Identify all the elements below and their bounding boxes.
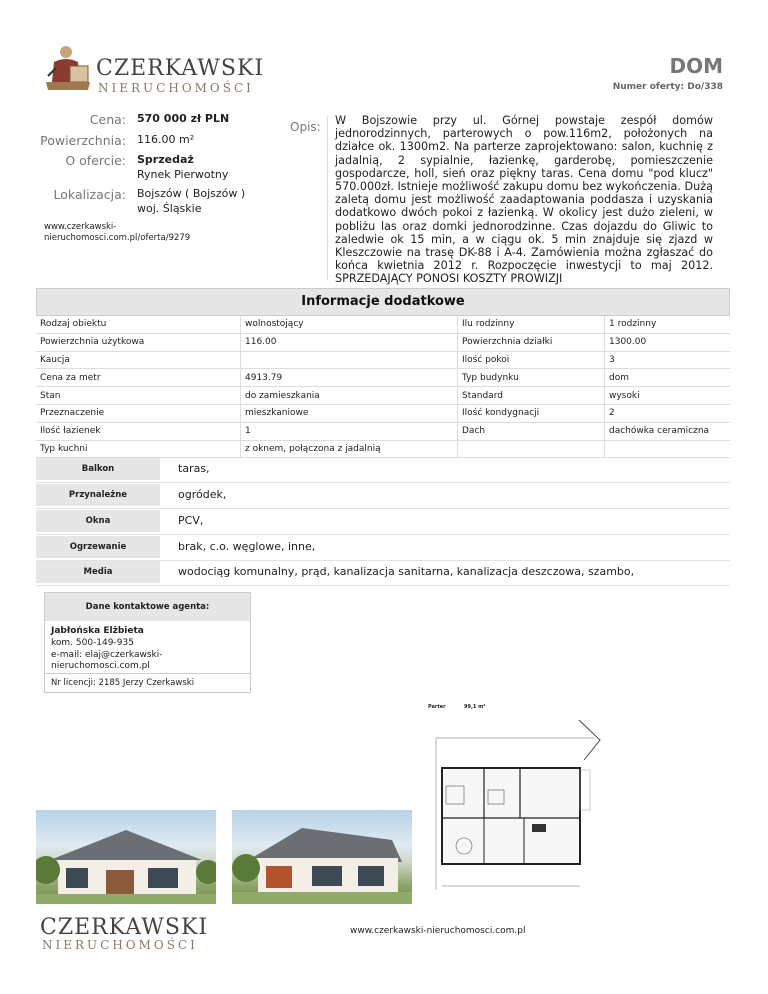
feature-value: PCV, xyxy=(178,514,204,527)
document-type: DOM xyxy=(669,54,723,78)
agent-license: Nr licencji: 2185 Jerzy Czerkawski xyxy=(51,678,195,688)
brand-subtitle: NIERUCHOMOŚCI xyxy=(98,81,254,95)
offer-label: O ofercie: xyxy=(65,153,126,168)
feature-value: ogródek, xyxy=(178,488,227,501)
details-value: mieszkaniowe xyxy=(241,404,458,422)
details-label: Ilość łazienek xyxy=(36,422,241,440)
feature-separator xyxy=(36,482,730,483)
description-divider xyxy=(327,116,328,280)
location-label: Lokalizacja: xyxy=(53,187,126,202)
details-value: 116.00 xyxy=(241,333,458,351)
details-value: dom xyxy=(605,369,731,387)
details-label: Powierzchnia użytkowa xyxy=(36,333,241,351)
feature-label: Okna xyxy=(36,510,160,532)
details-row xyxy=(36,387,730,405)
offer-value: Sprzedaż xyxy=(137,153,194,166)
footer-brand-subtitle: NIERUCHOMOŚCI xyxy=(42,938,198,952)
details-value xyxy=(605,440,731,458)
location-region: woj. Śląskie xyxy=(137,202,202,215)
details-value: z oknem, połączona z jadalnią xyxy=(241,440,458,458)
details-label xyxy=(458,440,605,458)
feature-label: Balkon xyxy=(36,458,160,480)
offer-url[interactable] xyxy=(44,222,190,244)
offer-market: Rynek Pierwotny xyxy=(137,168,229,181)
offer-number: Numer oferty: Do/338 xyxy=(612,82,723,92)
details-label: Powierzchnia działki xyxy=(458,333,605,351)
description-text: W Bojszowie przy ul. Górnej powstaje zespół domów jednorodzinnych, parterowych o pow.116m2, położonych na działce ok. 1300m2. Na parterze zaprojektowano: salon, kuchnię z jadalnią, 2 sypialnie, łazienkę, garderobę, pomieszczenie gospodarcze, holl, sień oraz piękny taras. Cena domu "pod klucz" 570.000zł. Istnieje możliwość zakupu domu bez wykończenia. Dużą zaletą domu jest możliwość zaadaptowania poddasza i uzyskania dodatkowo dwóch pokoi z łazienką. W okolicy jest dużo zieleni, w pobliżu las oraz domki jednorodzinne. Czas dojazdu do Gliwic to zaledwie ok 15 min, a w ciągu ok. 5 min znajduje się zjazd w Kleszczowie na trasę DK-88 i A-4. Zamówienia można zgłaszać do końca kwietnia 2012 r. Rozpoczęcie inwestycji to maj 2012. SPRZEDAJĄCY PONOSI KOSZTY PROWIZJI xyxy=(335,114,713,286)
feature-value: wodociąg komunalny, prąd, kanalizacja sanitarna, kanalizacja deszczowa, szambo, xyxy=(178,565,635,578)
price-value: 570 000 zł PLN xyxy=(137,112,230,125)
feature-label: Przynależne xyxy=(36,484,160,506)
details-value: dachówka ceramiczna xyxy=(605,422,731,440)
details-label: Cena za metr xyxy=(36,369,241,387)
offer-url-line2: nieruchomosci.com.pl/oferta/9279 xyxy=(44,233,191,243)
details-value: 2 xyxy=(605,404,731,422)
details-label: Standard xyxy=(458,387,605,405)
feature-value: taras, xyxy=(178,462,210,475)
details-label: Stan xyxy=(36,387,241,405)
feature-value: brak, c.o. węglowe, inne, xyxy=(178,540,316,553)
details-label: Ilość pokoi xyxy=(458,351,605,369)
area-value: 116.00 m² xyxy=(137,133,195,146)
footer-brand-name: CZERKAWSKI xyxy=(40,915,209,940)
offer-url-line1: www.czerkawski- xyxy=(44,222,117,232)
floor-plan xyxy=(424,700,604,906)
details-label: Typ budynku xyxy=(458,369,605,387)
feature-label: Ogrzewanie xyxy=(36,536,160,558)
house-photo-side xyxy=(232,810,412,904)
details-label: Kaucja xyxy=(36,351,241,369)
details-header xyxy=(36,288,730,316)
location-value: Bojszów ( Bojszów ) xyxy=(137,187,246,200)
brand-name: CZERKAWSKI xyxy=(96,56,265,81)
details-value: 1 rodzinny xyxy=(605,316,731,333)
details-value: 1300.00 xyxy=(605,333,731,351)
details-label: Dach xyxy=(458,422,605,440)
details-label: Typ kuchni xyxy=(36,440,241,458)
area-label: Powierzchnia: xyxy=(40,133,126,148)
price-label: Cena: xyxy=(89,112,126,127)
feature-separator xyxy=(36,508,730,509)
agent-divider xyxy=(45,673,250,674)
details-label: Rodzaj obiektu xyxy=(36,316,241,333)
company-logo xyxy=(42,42,94,94)
details-row xyxy=(36,351,730,369)
details-row xyxy=(36,369,730,387)
description-label: Opis: xyxy=(290,120,321,134)
agent-contact-box xyxy=(44,592,251,693)
details-value xyxy=(241,351,458,369)
details-title: Informacje dodatkowe xyxy=(301,294,465,309)
details-value: 4913.79 xyxy=(241,369,458,387)
feature-separator xyxy=(36,585,730,586)
agent-email[interactable]: e-mail: elaj@czerkawski-nieruchomosci.com.pl xyxy=(51,650,163,671)
details-value: wolnostojący xyxy=(241,316,458,333)
floor-plan-area: 99,1 m² xyxy=(464,704,486,710)
details-value: 3 xyxy=(605,351,731,369)
details-row xyxy=(36,422,730,440)
agent-phone: kom. 500-149-935 xyxy=(51,638,134,648)
details-row xyxy=(36,440,730,458)
floor-plan-title: Parter xyxy=(428,704,446,710)
details-table xyxy=(36,316,730,458)
details-row xyxy=(36,333,730,351)
house-photo-front xyxy=(36,810,216,904)
footer-url[interactable]: www.czerkawski-nieruchomosci.com.pl xyxy=(350,926,526,936)
feature-label: Media xyxy=(36,561,160,583)
details-label: Przeznaczenie xyxy=(36,404,241,422)
details-row xyxy=(36,316,730,333)
agent-heading: Dane kontaktowe agenta: xyxy=(45,593,250,621)
details-label: Ilość kondygnacji xyxy=(458,404,605,422)
details-value: do zamieszkania xyxy=(241,387,458,405)
agent-name: Jabłońska Elżbieta xyxy=(51,626,144,636)
details-row xyxy=(36,404,730,422)
details-value: wysoki xyxy=(605,387,731,405)
feature-separator xyxy=(36,534,730,535)
details-value: 1 xyxy=(241,422,458,440)
details-label: Ilu rodzinny xyxy=(458,316,605,333)
